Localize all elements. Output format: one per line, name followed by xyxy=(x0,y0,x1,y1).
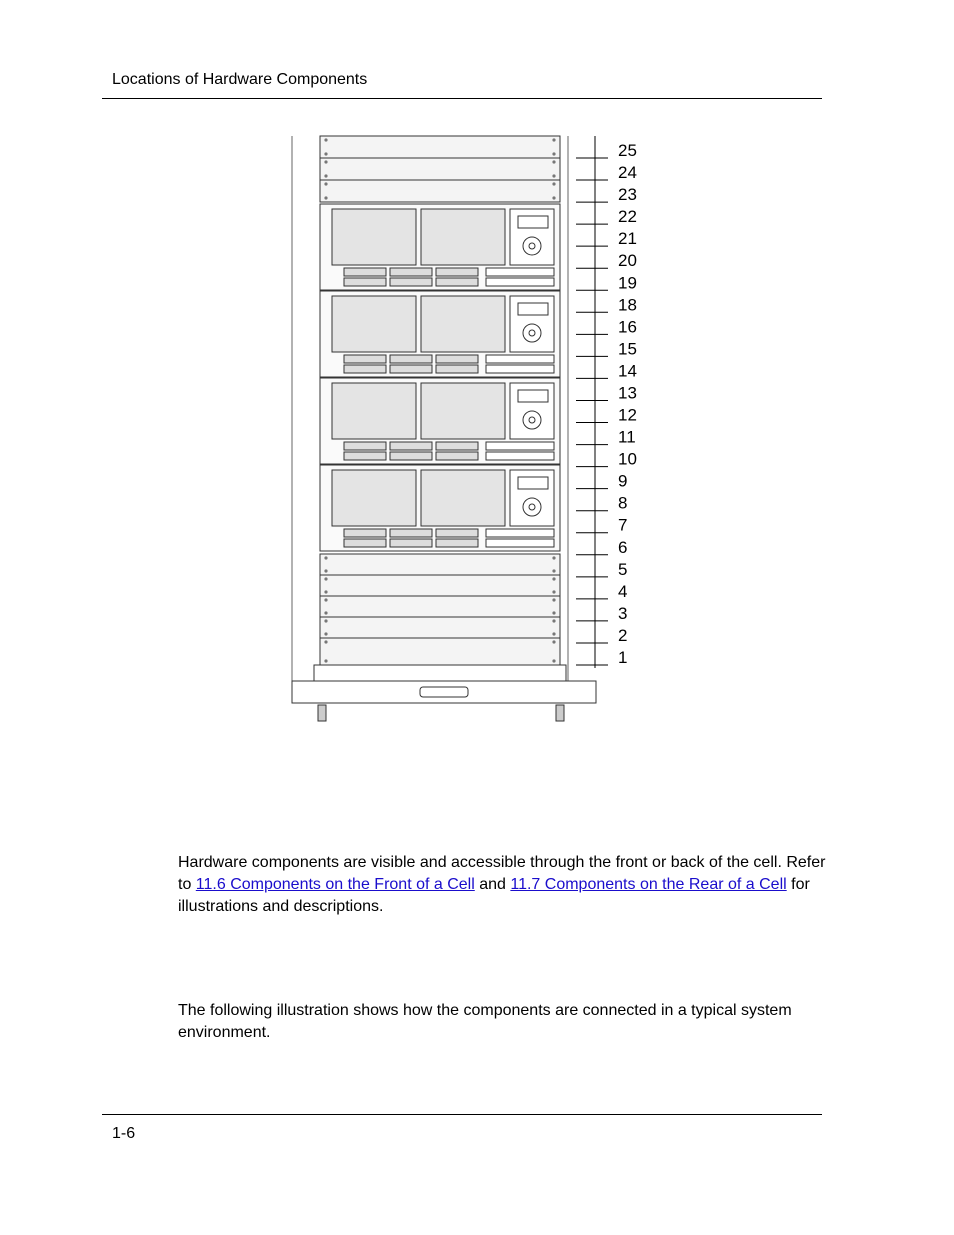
blank-panel xyxy=(320,575,560,596)
screw xyxy=(324,598,327,601)
nav-button xyxy=(529,330,535,336)
fan-grille xyxy=(421,383,505,439)
screw xyxy=(324,556,327,559)
rack-drawing xyxy=(292,136,596,721)
screw xyxy=(552,577,555,580)
screw xyxy=(552,619,555,622)
blank-panel xyxy=(320,617,560,638)
screw xyxy=(324,569,327,572)
blank-panel xyxy=(320,638,560,665)
lcd-display xyxy=(518,390,548,402)
rack-unit-label: 23 xyxy=(618,185,637,205)
rack-unit-label: 15 xyxy=(618,339,637,359)
blank-panel xyxy=(320,158,560,180)
drive-bay xyxy=(344,452,386,460)
drive-bay xyxy=(344,278,386,286)
drive-bay xyxy=(390,539,432,547)
rack-unit-label: 20 xyxy=(618,251,637,271)
screw xyxy=(324,619,327,622)
drive-bay xyxy=(436,539,478,547)
link-rear-components[interactable]: 11.7 Components on the Rear of a Cell xyxy=(510,876,787,893)
base-handle xyxy=(420,687,468,697)
screw xyxy=(552,556,555,559)
rack-unit-label: 25 xyxy=(618,141,637,160)
screw xyxy=(552,569,555,572)
fan-grille xyxy=(332,383,416,439)
optical-drive xyxy=(486,539,554,547)
screw xyxy=(324,632,327,635)
lcd-display xyxy=(518,216,548,228)
connections-paragraph: The following illustration shows how the components are connected in a typical system environment. xyxy=(178,1002,792,1041)
screw xyxy=(324,174,327,177)
rack-unit-labels xyxy=(618,141,637,667)
fan-grille xyxy=(421,209,505,265)
screw xyxy=(552,138,555,141)
drive-bay xyxy=(436,278,478,286)
blank-panel xyxy=(320,596,560,617)
rack-unit-label: 2 xyxy=(618,625,628,645)
rack-unit-label: 4 xyxy=(618,581,628,601)
screw xyxy=(552,640,555,643)
paragraph-text: Hardware components are visible and accessible through the front or back of the cell. Refer to xyxy=(178,854,826,893)
screw xyxy=(552,632,555,635)
fan-grille xyxy=(332,209,416,265)
rack-unit-label: 11 xyxy=(618,427,636,447)
rack-unit-scale xyxy=(576,136,608,668)
drive-bay xyxy=(344,529,386,537)
screw xyxy=(324,590,327,593)
rack-unit-label: 18 xyxy=(618,295,637,315)
nav-button xyxy=(529,243,535,249)
drive-bay xyxy=(344,442,386,450)
paragraph-text: and xyxy=(474,876,511,893)
screw xyxy=(324,182,327,185)
optical-drive xyxy=(486,442,554,450)
nav-button xyxy=(529,504,535,510)
rack-unit-label: 14 xyxy=(618,361,637,381)
rack-unit-label: 9 xyxy=(618,471,628,491)
drive-bay xyxy=(390,355,432,363)
screw xyxy=(324,138,327,141)
running-header-title: Locations of Hardware Components xyxy=(112,71,368,88)
screw xyxy=(552,611,555,614)
optical-drive xyxy=(486,529,554,537)
rack-unit-label: 8 xyxy=(618,493,628,513)
rack-unit-label: 1 xyxy=(618,648,628,667)
screw xyxy=(324,152,327,155)
screw xyxy=(324,160,327,163)
drive-bay xyxy=(436,442,478,450)
drive-bay xyxy=(390,365,432,373)
header-rule xyxy=(102,98,822,99)
fan-grille xyxy=(421,470,505,526)
drive-bay xyxy=(390,442,432,450)
drive-bay xyxy=(436,529,478,537)
screw xyxy=(552,182,555,185)
lcd-display xyxy=(518,477,548,489)
rack-unit-label: 24 xyxy=(618,163,637,183)
fan-grille xyxy=(421,296,505,352)
rack-unit-label: 3 xyxy=(618,603,628,623)
screw xyxy=(552,160,555,163)
drive-bay xyxy=(436,365,478,373)
footer-rule xyxy=(102,1114,822,1115)
optical-drive xyxy=(486,365,554,373)
screw xyxy=(324,577,327,580)
screw xyxy=(324,611,327,614)
leveling-foot xyxy=(556,705,564,721)
paragraph-text: for illustrations and descriptions. xyxy=(178,876,810,915)
intro-paragraph xyxy=(178,852,828,918)
optical-drive xyxy=(486,278,554,286)
rack-unit-label: 6 xyxy=(618,537,628,557)
drive-bay xyxy=(436,452,478,460)
drive-bay xyxy=(390,278,432,286)
rack-unit-label: 5 xyxy=(618,559,628,579)
screw xyxy=(552,152,555,155)
rack-unit-label: 22 xyxy=(618,207,637,227)
fan-grille xyxy=(332,296,416,352)
blank-panel xyxy=(320,180,560,202)
screw xyxy=(324,640,327,643)
rack-unit-label: 7 xyxy=(618,515,628,535)
blank-panel xyxy=(320,136,560,158)
drive-bay xyxy=(344,365,386,373)
rack-unit-label: 13 xyxy=(618,383,637,403)
rack-unit-label: 12 xyxy=(618,405,637,425)
rack-unit-label: 21 xyxy=(618,229,637,249)
leveling-foot xyxy=(318,705,326,721)
nav-button xyxy=(529,417,535,423)
rack-unit-label: 19 xyxy=(618,273,637,293)
drive-bay xyxy=(344,539,386,547)
optical-drive xyxy=(486,268,554,276)
optical-drive xyxy=(486,355,554,363)
rack-unit-label: 16 xyxy=(618,317,637,337)
screw xyxy=(552,590,555,593)
screw xyxy=(324,659,327,662)
drive-bay xyxy=(390,268,432,276)
fan-grille xyxy=(332,470,416,526)
screw xyxy=(552,659,555,662)
screw xyxy=(552,598,555,601)
screw xyxy=(324,196,327,199)
drive-bay xyxy=(344,268,386,276)
rack-base-top xyxy=(314,665,566,681)
page-number: 1-6 xyxy=(112,1125,136,1142)
link-front-components[interactable]: 11.6 Components on the Front of a Cell xyxy=(195,876,475,893)
blank-panel xyxy=(320,554,560,575)
screw xyxy=(552,196,555,199)
drive-bay xyxy=(436,268,478,276)
drive-bay xyxy=(390,529,432,537)
rack-unit-label: 10 xyxy=(618,449,637,469)
rack-elevation-figure xyxy=(280,128,660,730)
optical-drive xyxy=(486,452,554,460)
drive-bay xyxy=(436,355,478,363)
drive-bay xyxy=(390,452,432,460)
drive-bay xyxy=(344,355,386,363)
lcd-display xyxy=(518,303,548,315)
screw xyxy=(552,174,555,177)
